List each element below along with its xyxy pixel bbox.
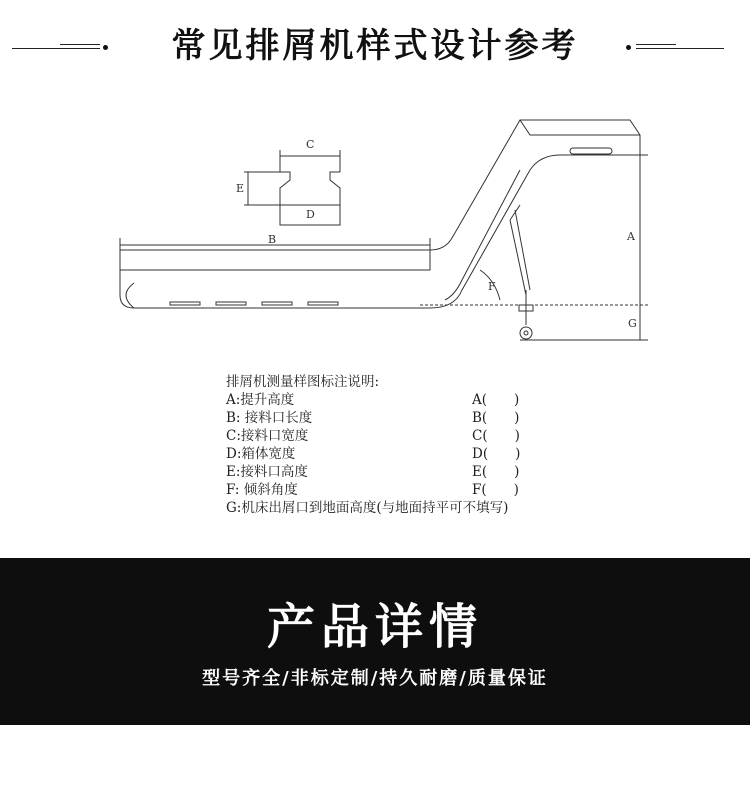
banner-title: 产品详情 [266,599,483,655]
caster-wheel [520,327,532,339]
incline-mid-edge [445,170,520,300]
label-d: D [306,208,315,221]
section-title-row [0,14,750,64]
legend-fill-a: A( ) [472,392,520,408]
support-brace [510,205,520,220]
label-g: G [628,317,637,330]
slot-2 [216,302,246,305]
label-c: C [306,138,315,151]
banner-subtitle: 型号齐全/非标定制/持久耐磨/质量保证 [202,668,548,689]
title-right-line-short [636,44,676,45]
legend-item-e: E:接料口高度 [226,464,308,480]
caster-hub [524,331,528,335]
label-f: F [488,280,496,293]
title-right-dot [626,45,631,50]
legend-item-f: F: 倾斜角度 [226,482,298,498]
legend-item-d: D:箱体宽度 [226,446,296,462]
legend-item-a: A:提升高度 [226,392,295,408]
legend-fill-e: E( ) [472,464,520,480]
slot-4 [308,302,338,305]
conveyor-bottom-curve [126,283,134,308]
incline-lower-edge [430,155,640,308]
head-slot [570,148,612,154]
legend-item-g: G:机床出屑口到地面高度(与地面持平可不填写) [226,500,509,516]
conveyor-horizontal-body [120,250,430,270]
label-e: E [236,182,245,195]
legend-item-c: C:接料口宽度 [226,428,309,444]
slot-3 [262,302,292,305]
title-right-line [636,48,724,49]
slot-1 [170,302,200,305]
incline-upper-edge [430,120,630,250]
legend-heading: 排屑机测量样图标注说明: [226,374,380,390]
chip-conveyor-drawing [0,100,750,350]
legend-fill-d: D( ) [472,446,521,462]
product-details-banner [0,558,750,725]
label-a: A [627,230,635,243]
head-box-top-diag [520,120,640,135]
label-b: B [268,233,277,246]
section-title: 常见排屑机样式设计参考 [171,26,579,66]
legend-item-b: B: 接料口长度 [226,410,313,426]
legend-fill-f: F( ) [472,482,519,498]
legend-fill-c: C( ) [472,428,520,444]
head-box [520,120,640,155]
legend-fill-b: B( ) [472,410,520,426]
